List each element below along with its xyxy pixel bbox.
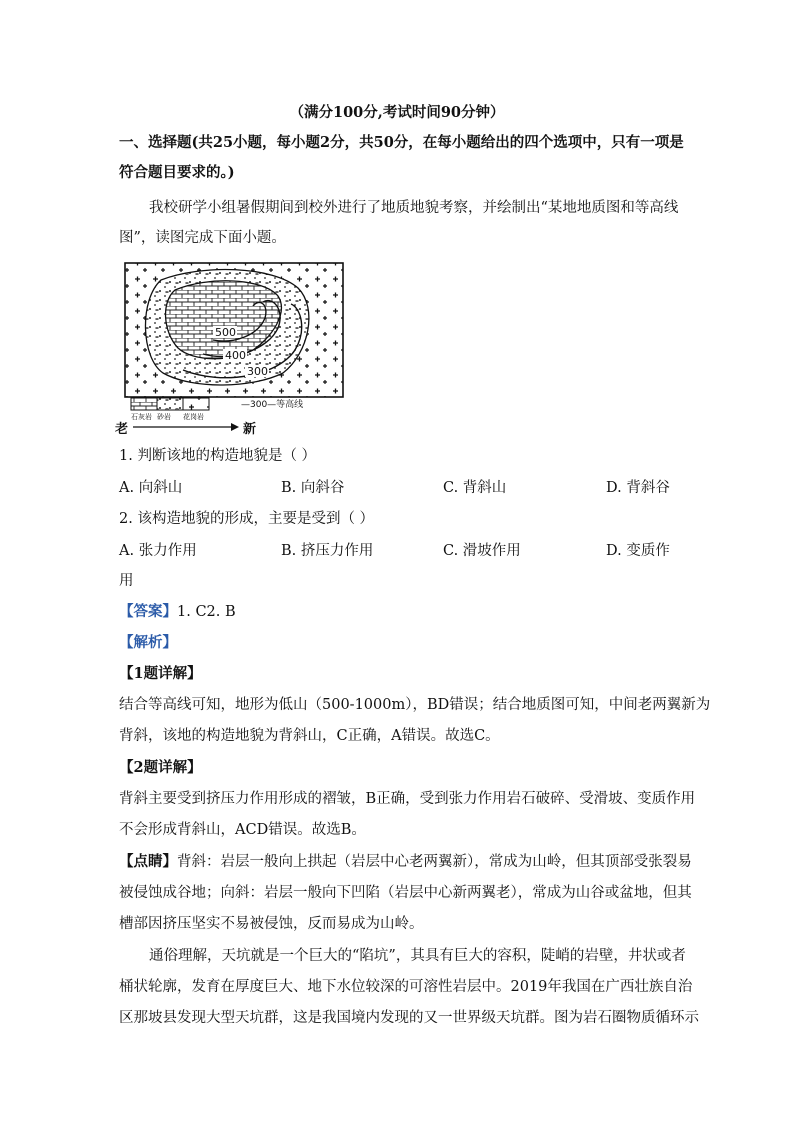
age-old-label: 老 — [115, 422, 129, 437]
q2-option-b: B. 挤压力作用 — [281, 543, 374, 559]
q2-stem: 2. 该构造地貌的形成，主要是受到（ ） — [119, 511, 375, 527]
legend-limestone: 石灰岩 — [131, 413, 152, 421]
contour-label-500: 500 — [215, 326, 236, 339]
tip-label: 【点睛】 — [119, 853, 177, 870]
age-new-label: 新 — [243, 422, 257, 437]
detail2-line2: 不会形成背斜山，ACD错误。故选B。 — [119, 822, 366, 838]
q2-option-a: A. 张力作用 — [119, 543, 197, 559]
tip-text1: 背斜：岩层一般向上拱起（岩层中心老两翼新），常成为山岭，但其顶部受张裂易 — [177, 854, 692, 870]
analysis-line — [119, 633, 679, 653]
tip-line3: 槽部因挤压坚实不易被侵蚀，反而易成为山岭。 — [119, 916, 424, 932]
detail1-line1: 结合等高线可知，地形为低山（500-1000m），BD错误；结合地质图可知，中间老两翼新为 — [119, 697, 711, 713]
q1-stem: 1. 判断该地的构造地貌是（ ） — [119, 448, 317, 464]
q2-option-c: C. 滑坡作用 — [443, 543, 521, 559]
legend-granite: 花岗岩 — [183, 413, 204, 421]
map-legend — [131, 398, 303, 421]
analysis-label: 【解析】 — [119, 634, 177, 651]
detail1-line2: 背斜，该地的构造地貌为背斜山，C正确，A错误。故选C。 — [119, 728, 500, 744]
tip-line2: 被侵蚀成谷地；向斜：岩层一般向下凹陷（岩层中心新两翼老），常成为山谷或盆地，但其 — [119, 885, 692, 901]
answer-label: 【答案】 — [119, 603, 177, 620]
contour-label-300: 300 — [247, 365, 268, 378]
q2-option-d: D. 变质作 — [606, 543, 670, 559]
answer-text: 1. C2. B — [177, 604, 236, 620]
tip-line1 — [119, 852, 692, 872]
passage-line3: 区那坡县发现大型天坑群，这是我国境内发现的又一世界级天坑群。图为岩石圈物质循环示 — [119, 1010, 699, 1026]
detail2-line1: 背斜主要受到挤压力作用形成的褶皱，B正确，受到张力作用岩石破碎、受滑坡、变质作用 — [119, 791, 696, 807]
q1-option-a: A. 向斜山 — [119, 480, 183, 496]
detail1-label: 【1题详解】 — [119, 665, 202, 682]
q1-option-b: B. 向斜谷 — [281, 480, 345, 496]
section-title-line2: 符合题目要求的。) — [119, 164, 235, 181]
exam-header: （满分100分,考试时间90分钟） — [289, 104, 505, 121]
intro-line1: 我校研学小组暑假期间到校外进行了地质地貌考察，并绘制出“某地地质图和等高线 — [149, 200, 679, 216]
legend-sandstone: 砂岩 — [157, 413, 171, 421]
q1-option-c: C. 背斜山 — [443, 480, 507, 496]
section-title-line1: 一、选择题(共25小题，每小题2分，共50分，在每小题给出的四个选项中，只有一项是 — [119, 134, 684, 151]
passage-line2: 桶状轮廓，发育在厚度巨大、地下水位较深的可溶性岩层中。2019年我国在广西壮族自治 — [119, 979, 693, 995]
q1-option-d: D. 背斜谷 — [606, 480, 670, 496]
intro-line2: 图”，读图完成下面小题。 — [119, 230, 286, 246]
contour-label-400: 400 — [225, 349, 246, 362]
answer-line — [119, 602, 679, 622]
q2-option-d-wrap: 用 — [119, 573, 134, 589]
geology-contour-map — [113, 258, 353, 438]
legend-contour: —300—等高线 — [241, 400, 304, 410]
passage-line1: 通俗理解，天坑就是一个巨大的“陷坑”，其具有巨大的容积，陡峭的岩壁，井状或者 — [149, 948, 686, 964]
detail2-label: 【2题详解】 — [119, 759, 202, 776]
